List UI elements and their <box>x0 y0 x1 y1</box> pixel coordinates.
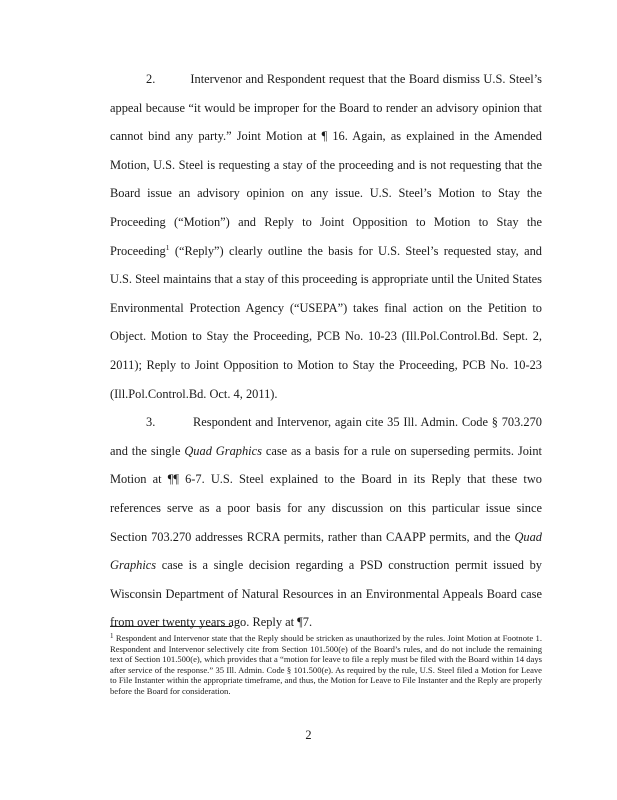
paragraph-text: Respondent and Intervenor, again cite 35 Ill. Admin. Code § 703.270 and the single <box>110 415 542 458</box>
paragraph-text: case is a single decision regarding a PSD construction permit issued by Wisconsin Department of Natural Resources in an Environmental Appeals Board case from over twenty years ago. Reply at ¶7. <box>110 558 542 630</box>
footnote-reference: 1 <box>165 242 170 252</box>
footnote-marker: 1 <box>110 632 114 640</box>
page-number: 2 <box>305 728 312 742</box>
footnote-text: Respondent and Intervenor state that the Reply should be stricken as unauthorized by the rules. Joint Motion at Footnote 1. Respondent and Intervenor selectively cite from Section 101.500(e) of the Board’s rules, and do not include the remaining text of Section 101.500(e), which provides that a “motion for leave to file a reply must be filed with the Board within 14 days after service of the response.” 35 Ill. Admin. Code § 101.500(e). As required by the rule, U.S. Steel filed a Motion for Leave to File Instanter within the appropriate timeframe, and thus, the Motion for Leave to File Instanter and the Reply are properly before the Board for consideration. <box>110 633 542 696</box>
footnote-divider <box>110 626 232 627</box>
footnote <box>110 631 542 697</box>
case-name: Quad Graphics <box>184 443 262 458</box>
body-text <box>110 65 542 637</box>
paragraph-number: 3. <box>146 415 156 430</box>
case-name: Quad Graphics <box>110 529 542 573</box>
paragraph-number: 2. <box>146 72 156 86</box>
paragraph-3 <box>110 408 542 637</box>
paragraph-text: (“Reply”) clearly outline the basis for U.S. Steel’s requested stay, and U.S. Steel maintains that a stay of this proceeding is appropriate until the United States Environmental Protection Agency (“USEPA”) takes final action on the Petition to Object. Motion to Stay the Proceeding, PCB No. 10-23 (Ill.Pol.Control.Bd. Sept. 2, 2011); Reply to Joint Opposition to Motion to Stay the Proceeding, PCB No. 10-23 (Ill.Pol.Control.Bd. Oct. 4, 2011). <box>110 243 542 401</box>
paragraph-2 <box>110 65 542 408</box>
paragraph-text: Intervenor and Respondent request that the Board dismiss U.S. Steel’s appeal because “it would be improper for the Board to render an advisory opinion that cannot bind any party.” Joint Motion at ¶ 16. Again, as explained in the Amended Motion, U.S. Steel is requesting a stay of the proceeding and is not requesting that the Board issue an advisory opinion on any issue. U.S. Steel’s Motion to Stay the Proceeding (“Motion”) and Reply to Joint Opposition to Motion to Stay the Proceeding <box>110 72 542 258</box>
paragraph-text: case as a basis for a rule on superseding permits. Joint Motion at ¶¶ 6-7. U.S. Steel explained to the Board in its Reply that these two references serve as a poor basis for any discussion on this particular issue since Section 703.270 addresses RCRA permits, rather than CAAPP permits, and the <box>110 443 542 544</box>
